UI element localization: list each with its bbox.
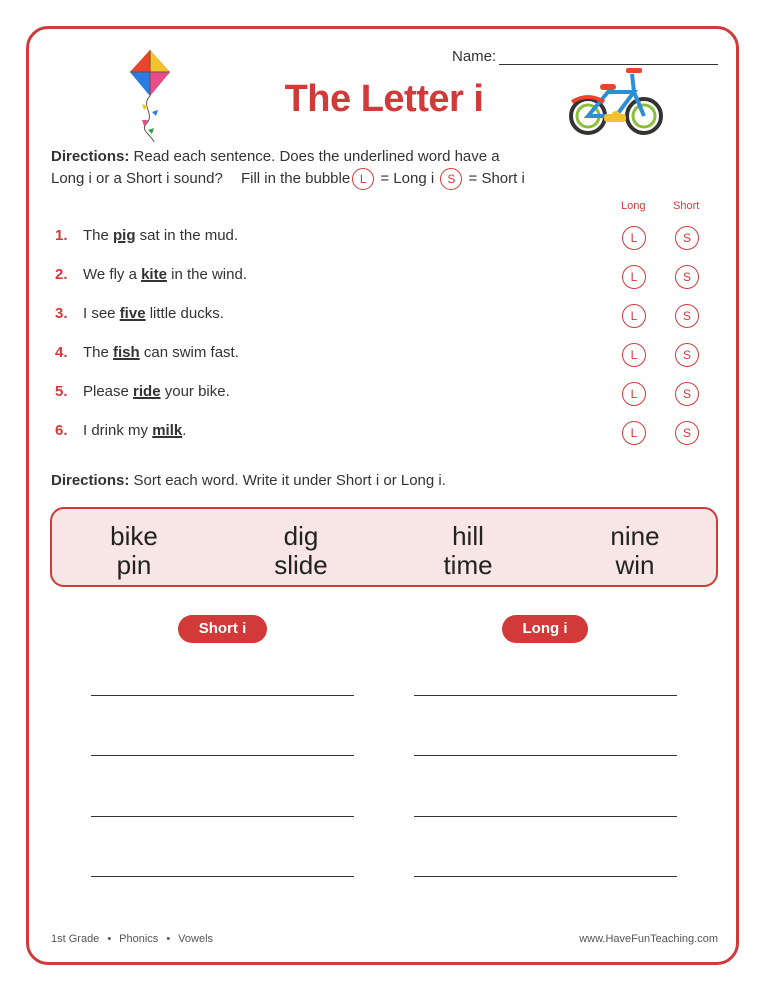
column-header-short: Short [673,200,700,212]
directions-text: Sort each word. Write it under Short i or Long i. [133,472,446,489]
footer-topic: Vowels [178,933,214,945]
question-row [0,227,768,251]
short-bubble[interactable]: S [675,382,699,406]
short-bubble[interactable]: S [675,343,699,367]
question-sentence: We fly a kite in the wind. [83,266,247,283]
question-row [0,422,768,446]
question-row [0,344,768,368]
example-bubble-long: L [352,168,374,190]
directions-text-2b: Fill in the bubble [240,170,351,187]
short-legend: = Short i [468,170,525,187]
long-bubble[interactable]: L [622,265,646,289]
short-i-answer-line[interactable] [91,755,354,756]
target-word: five [119,305,146,322]
question-sentence: Please ride your bike. [83,383,230,400]
target-word: milk [152,422,183,439]
example-bubble-short: S [440,168,462,190]
long-i-answer-line[interactable] [414,755,677,756]
long-i-label: Long i [502,615,588,643]
question-row [0,383,768,407]
short-bubble[interactable]: S [675,265,699,289]
short-i-label: Short i [178,615,267,643]
word-bank [50,507,718,587]
long-i-answer-line[interactable] [414,876,677,877]
name-label: Name: [452,48,497,65]
question-number: 2. [55,266,68,283]
question-number: 4. [55,344,68,361]
target-word: fish [113,344,140,361]
short-bubble[interactable]: S [675,421,699,445]
question-row [0,266,768,290]
column-header-long: Long [621,200,646,212]
footer-tags: 1st Grade • Phonics • Vowels [51,933,214,945]
long-legend: = Long i [380,170,435,187]
question-sentence: I see five little ducks. [83,305,224,322]
long-bubble[interactable]: L [622,226,646,250]
target-word: ride [133,383,161,400]
short-i-answer-line[interactable] [91,695,354,696]
question-row [0,305,768,329]
short-i-answer-line[interactable] [91,816,354,817]
word-bank-word: pin [116,550,152,580]
long-bubble[interactable]: L [622,343,646,367]
question-number: 3. [55,305,68,322]
directions-label: Directions: [51,148,130,165]
word-bank-word: win [615,550,655,580]
long-bubble[interactable]: L [622,382,646,406]
footer-subject: Phonics [119,933,159,945]
directions-text: Read each sentence. Does the underlined word have a [133,148,500,165]
target-word: kite [141,266,167,283]
question-number: 5. [55,383,68,400]
footer-grade: 1st Grade [51,933,100,945]
word-bank-word: slide [274,550,328,580]
short-i-answer-line[interactable] [91,876,354,877]
question-number: 1. [55,227,68,244]
directions-2 [51,470,446,492]
directions-1 [51,146,525,190]
page-title: The Letter i [284,78,484,120]
long-bubble[interactable]: L [622,421,646,445]
word-bank-word: hill [452,521,484,551]
long-bubble[interactable]: L [622,304,646,328]
directions-label: Directions: [51,472,130,489]
short-bubble[interactable]: S [675,304,699,328]
question-sentence: The fish can swim fast. [83,344,239,361]
footer-website[interactable]: www.HaveFunTeaching.com [579,933,718,945]
target-word: pig [113,227,136,244]
question-sentence: The pig sat in the mud. [83,227,239,244]
directions-text-2a: Long i or a Short i sound? [51,170,223,187]
question-number: 6. [55,422,68,439]
word-bank-word: bike [110,521,158,551]
word-bank-word: time [443,550,493,580]
word-bank-word: nine [610,521,660,551]
long-i-answer-line[interactable] [414,816,677,817]
question-sentence: I drink my milk. [83,422,187,439]
short-bubble[interactable]: S [675,226,699,250]
bicycle-icon [568,62,664,142]
word-bank-word: dig [283,521,319,551]
long-i-answer-line[interactable] [414,695,677,696]
